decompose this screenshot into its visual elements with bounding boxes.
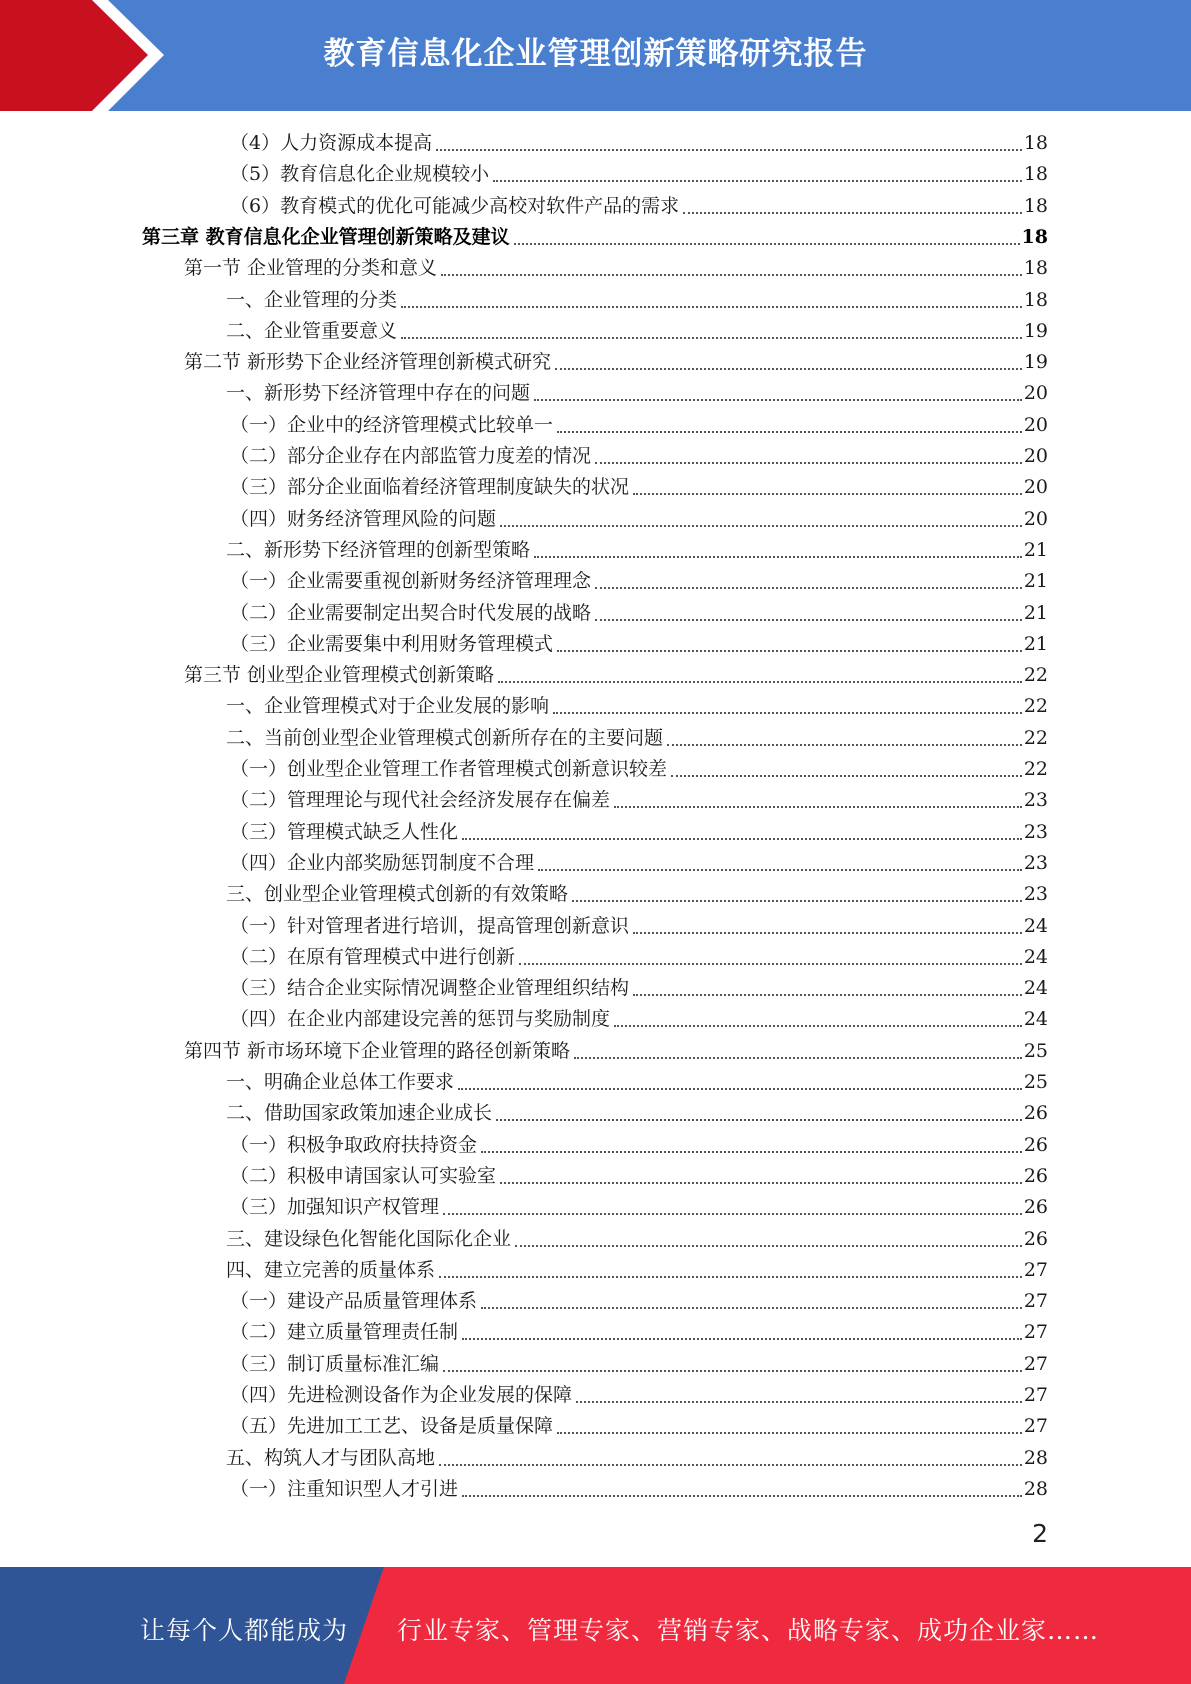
toc-dot-leader bbox=[572, 899, 1022, 902]
toc-entry-page: 22 bbox=[1023, 758, 1048, 780]
toc-entry-title: （三）管理模式缺乏人性化 bbox=[230, 820, 459, 843]
toc-dot-leader bbox=[555, 367, 1022, 370]
toc-entry-page: 18 bbox=[1023, 163, 1048, 186]
toc-dot-leader bbox=[401, 336, 1022, 339]
toc-entry-page: 18 bbox=[1023, 194, 1048, 217]
toc-entry[interactable] bbox=[226, 1067, 1048, 1098]
toc-entry-title: 一、明确企业总体工作要求 bbox=[226, 1071, 455, 1093]
toc-entry-page: 18 bbox=[1023, 132, 1048, 154]
toc-dot-leader bbox=[401, 305, 1022, 308]
toc-entry-page: 27 bbox=[1023, 1258, 1048, 1281]
toc-entry[interactable] bbox=[226, 285, 1048, 316]
toc-entry-title: （二）积极申请国家认可实验室 bbox=[230, 1164, 497, 1187]
toc-dot-leader bbox=[553, 711, 1022, 714]
toc-entry-page: 21 bbox=[1023, 632, 1048, 655]
toc-entry-title: （五）先进加工工艺、设备是质量保障 bbox=[230, 1415, 554, 1438]
toc-entry-page: 18 bbox=[1023, 257, 1048, 280]
toc-entry-page: 27 bbox=[1023, 1415, 1048, 1438]
toc-dot-leader bbox=[439, 1463, 1022, 1466]
toc-dot-leader bbox=[667, 743, 1022, 746]
toc-entry-title: （一）针对管理者进行培训，提高管理创新意识 bbox=[230, 914, 630, 937]
toc-entry-page: 25 bbox=[1023, 1039, 1048, 1062]
toc-entry[interactable] bbox=[230, 1161, 1048, 1192]
toc-dot-leader bbox=[500, 1181, 1022, 1184]
toc-entry-title: 一、新形势下经济管理中存在的问题 bbox=[226, 382, 531, 405]
toc-entry-title: 四、建立完善的质量体系 bbox=[226, 1258, 436, 1281]
toc-entry-title: （三）制订质量标准汇编 bbox=[230, 1352, 440, 1375]
toc-dot-leader bbox=[534, 555, 1022, 558]
toc-entry[interactable] bbox=[226, 316, 1048, 347]
toc-dot-leader bbox=[458, 1087, 1022, 1090]
toc-entry-title: 二、新形势下经济管理的创新型策略 bbox=[226, 538, 531, 561]
toc-entry-page: 27 bbox=[1023, 1384, 1048, 1406]
toc-entry[interactable] bbox=[184, 253, 1048, 284]
toc-entry[interactable] bbox=[226, 691, 1048, 722]
toc-entry-title: （四）先进检测设备作为企业发展的保障 bbox=[230, 1384, 573, 1406]
toc-dot-leader bbox=[595, 618, 1022, 621]
toc-entry[interactable] bbox=[230, 1317, 1048, 1348]
toc-entry-page: 26 bbox=[1023, 1164, 1048, 1187]
toc-dot-leader bbox=[534, 398, 1022, 401]
toc-entry-page: 24 bbox=[1023, 1008, 1048, 1031]
toc-entry[interactable] bbox=[230, 629, 1048, 660]
toc-entry[interactable] bbox=[142, 222, 1048, 253]
toc-entry-title: 第二节 新形势下企业经济管理创新模式研究 bbox=[184, 351, 552, 374]
toc-entry[interactable] bbox=[230, 942, 1048, 973]
toc-entry-title: 三、创业型企业管理模式创新的有效策略 bbox=[226, 883, 569, 906]
toc-dot-leader bbox=[493, 179, 1022, 182]
toc-dot-leader bbox=[538, 868, 1022, 871]
toc-entry[interactable] bbox=[230, 1349, 1048, 1380]
toc-dot-leader bbox=[481, 1306, 1022, 1309]
report-title: 教育信息化企业管理创新策略研究报告 bbox=[323, 36, 868, 72]
toc-entry-title: （二）建立质量管理责任制 bbox=[230, 1321, 459, 1344]
toc-entry-page: 27 bbox=[1023, 1290, 1048, 1313]
toc-entry-title: 第一节 企业管理的分类和意义 bbox=[184, 257, 438, 280]
toc-entry-page: 28 bbox=[1023, 1446, 1048, 1469]
toc-entry[interactable] bbox=[230, 817, 1048, 848]
toc-entry[interactable] bbox=[230, 848, 1048, 879]
toc-entry-page: 27 bbox=[1023, 1352, 1048, 1375]
toc-dot-leader bbox=[514, 242, 1020, 245]
toc-entry-title: （二）管理理论与现代社会经济发展存在偏差 bbox=[230, 789, 611, 812]
toc-entry-page: 20 bbox=[1023, 476, 1048, 499]
toc-entry-page: 26 bbox=[1023, 1227, 1048, 1250]
toc-dot-leader bbox=[515, 1244, 1022, 1247]
toc-entry-title: 一、企业管理模式对于企业发展的影响 bbox=[226, 695, 550, 718]
toc-entry-title: 第三节 创业型企业管理模式创新策略 bbox=[184, 664, 495, 687]
toc-entry[interactable] bbox=[230, 159, 1048, 190]
toc-dot-leader bbox=[441, 273, 1022, 276]
toc-dot-leader bbox=[633, 931, 1022, 934]
toc-entry[interactable] bbox=[226, 535, 1048, 566]
toc-entry-title: （6）教育模式的优化可能减少高校对软件产品的需求 bbox=[230, 194, 680, 217]
toc-entry-title: （二）在原有管理模式中进行创新 bbox=[230, 945, 516, 968]
footer-slogan-right: 行业专家、管理专家、营销专家、战略专家、成功企业家…… bbox=[397, 1616, 1100, 1645]
toc-entry-page: 19 bbox=[1023, 351, 1048, 374]
toc-dot-leader bbox=[633, 993, 1022, 996]
toc-entry-title: （二）部分企业存在内部监管力度差的情况 bbox=[230, 445, 592, 467]
toc-entry-page: 21 bbox=[1023, 570, 1048, 593]
toc-entry-page: 18 bbox=[1023, 288, 1048, 311]
toc-entry-title: （三）结合企业实际情况调整企业管理组织结构 bbox=[230, 977, 630, 1000]
toc-dot-leader bbox=[576, 1400, 1022, 1403]
toc-entry-page: 20 bbox=[1023, 413, 1048, 436]
toc-entry-page: 27 bbox=[1023, 1321, 1048, 1344]
toc-dot-leader bbox=[633, 492, 1022, 495]
toc-entry-title: 第三章 教育信息化企业管理创新策略及建议 bbox=[142, 225, 510, 248]
toc-dot-leader bbox=[557, 430, 1022, 433]
toc-entry-page: 26 bbox=[1023, 1133, 1048, 1156]
toc-entry-title: 三、建设绿色化智能化国际化企业 bbox=[226, 1227, 512, 1250]
toc-entry[interactable] bbox=[226, 1098, 1048, 1129]
toc-entry[interactable] bbox=[184, 347, 1048, 378]
toc-dot-leader bbox=[462, 837, 1022, 840]
toc-dot-leader bbox=[462, 1494, 1022, 1497]
toc-entry-page: 24 bbox=[1023, 977, 1048, 1000]
toc-entry-title: 二、当前创业型企业管理模式创新所存在的主要问题 bbox=[226, 726, 664, 749]
toc-entry-title: 二、企业管重要意义 bbox=[226, 319, 398, 342]
toc-entry-title: （四）财务经济管理风险的问题 bbox=[230, 507, 497, 530]
toc-entry[interactable] bbox=[230, 598, 1048, 629]
toc-entry[interactable] bbox=[230, 1004, 1048, 1035]
toc-entry-page: 25 bbox=[1023, 1071, 1048, 1093]
toc-entry-title: （一）企业中的经济管理模式比较单一 bbox=[230, 413, 554, 436]
toc-dot-leader bbox=[595, 586, 1022, 589]
toc-dot-leader bbox=[462, 1337, 1022, 1340]
toc-dot-leader bbox=[443, 1369, 1022, 1372]
toc-entry-page: 26 bbox=[1023, 1196, 1048, 1219]
toc-entry[interactable] bbox=[230, 785, 1048, 816]
toc-entry[interactable] bbox=[226, 378, 1048, 409]
toc-entry[interactable] bbox=[230, 128, 1048, 159]
toc-entry[interactable] bbox=[226, 723, 1048, 754]
toc-entry-title: （5）教育信息化企业规模较小 bbox=[230, 163, 490, 186]
toc-dot-leader bbox=[595, 461, 1022, 464]
toc-entry[interactable] bbox=[230, 1474, 1048, 1505]
toc-entry-page: 23 bbox=[1023, 851, 1048, 874]
toc-dot-leader bbox=[439, 1275, 1022, 1278]
toc-entry-title: 第四节 新市场环境下企业管理的路径创新策略 bbox=[184, 1039, 571, 1062]
toc-entry-page: 28 bbox=[1023, 1477, 1048, 1500]
toc-entry-page: 19 bbox=[1023, 319, 1048, 342]
toc-entry[interactable] bbox=[226, 1255, 1048, 1286]
toc-dot-leader bbox=[498, 680, 1022, 683]
toc-entry[interactable] bbox=[184, 660, 1048, 691]
toc-entry-title: （三）部分企业面临着经济管理制度缺失的状况 bbox=[230, 476, 630, 499]
toc-dot-leader bbox=[557, 1431, 1022, 1434]
toc-dot-leader bbox=[671, 774, 1022, 777]
toc-dot-leader bbox=[574, 1056, 1022, 1059]
toc-entry[interactable] bbox=[230, 911, 1048, 942]
toc-entry-page: 22 bbox=[1023, 726, 1048, 749]
toc-entry[interactable] bbox=[230, 504, 1048, 535]
toc-entry[interactable] bbox=[226, 1443, 1048, 1474]
toc-entry[interactable] bbox=[230, 410, 1048, 441]
toc-dot-leader bbox=[614, 805, 1022, 808]
toc-entry-title: （一）建设产品质量管理体系 bbox=[230, 1290, 478, 1313]
toc-entry-title: 五、构筑人才与团队高地 bbox=[226, 1446, 436, 1469]
toc-entry-title: （一）创业型企业管理工作者管理模式创新意识较差 bbox=[230, 758, 668, 780]
toc-entry[interactable] bbox=[230, 191, 1048, 222]
toc-entry[interactable] bbox=[230, 1411, 1048, 1442]
toc-entry-title: 二、借助国家政策加速企业成长 bbox=[226, 1102, 493, 1125]
toc-entry[interactable] bbox=[230, 973, 1048, 1004]
toc-entry-title: （一）注重知识型人才引进 bbox=[230, 1477, 459, 1500]
toc-entry-title: （二）企业需要制定出契合时代发展的战略 bbox=[230, 601, 592, 624]
toc-dot-leader bbox=[519, 962, 1022, 965]
toc-entry-page: 22 bbox=[1023, 695, 1048, 718]
page-footer bbox=[0, 1567, 1191, 1684]
toc-entry[interactable] bbox=[184, 1036, 1048, 1067]
toc-entry[interactable] bbox=[230, 472, 1048, 503]
toc-entry[interactable] bbox=[230, 754, 1048, 785]
toc-dot-leader bbox=[557, 649, 1022, 652]
toc-entry[interactable] bbox=[230, 441, 1048, 472]
toc-entry-page: 20 bbox=[1023, 507, 1048, 530]
toc-entry[interactable] bbox=[230, 1192, 1048, 1223]
toc-entry[interactable] bbox=[230, 1286, 1048, 1317]
toc-dot-leader bbox=[496, 1118, 1022, 1121]
toc-entry-page: 26 bbox=[1023, 1102, 1048, 1125]
toc-entry-page: 20 bbox=[1023, 445, 1048, 467]
toc-entry[interactable] bbox=[230, 566, 1048, 597]
toc-dot-leader bbox=[683, 211, 1022, 214]
toc-entry-page: 20 bbox=[1023, 382, 1048, 405]
toc-dot-leader bbox=[614, 1024, 1022, 1027]
toc-entry-page: 23 bbox=[1023, 883, 1048, 906]
toc-entry-page: 23 bbox=[1023, 820, 1048, 843]
toc-dot-leader bbox=[481, 1150, 1022, 1153]
toc-entry-page: 21 bbox=[1023, 538, 1048, 561]
toc-entry-title: 一、企业管理的分类 bbox=[226, 288, 398, 311]
toc-entry-title: （四）企业内部奖励惩罚制度不合理 bbox=[230, 851, 535, 874]
page-number: 2 bbox=[1032, 1519, 1048, 1548]
toc-dot-leader bbox=[436, 148, 1022, 151]
toc-dot-leader bbox=[443, 1212, 1022, 1215]
toc-entry-page: 21 bbox=[1023, 601, 1048, 624]
toc-entry-title: （四）在企业内部建设完善的惩罚与奖励制度 bbox=[230, 1008, 611, 1031]
toc-entry-page: 18 bbox=[1021, 225, 1048, 248]
page-header bbox=[0, 0, 1191, 111]
toc-dot-leader bbox=[500, 524, 1022, 527]
toc-entry-title: （一）企业需要重视创新财务经济管理理念 bbox=[230, 570, 592, 593]
footer-slogan-left: 让每个人都能成为 bbox=[140, 1616, 349, 1645]
toc-entry-title: （三）加强知识产权管理 bbox=[230, 1196, 440, 1219]
toc-entry[interactable] bbox=[226, 1224, 1048, 1255]
toc-entry-page: 24 bbox=[1023, 914, 1048, 937]
toc-entry-title: （一）积极争取政府扶持资金 bbox=[230, 1133, 478, 1156]
toc-entry-title: （4）人力资源成本提高 bbox=[230, 132, 433, 154]
toc-entry[interactable] bbox=[230, 1380, 1048, 1411]
toc-entry[interactable] bbox=[226, 879, 1048, 910]
toc-entry-page: 22 bbox=[1023, 664, 1048, 687]
toc-entry[interactable] bbox=[230, 1130, 1048, 1161]
toc-entry-page: 24 bbox=[1023, 945, 1048, 968]
toc-entry-title: （三）企业需要集中利用财务管理模式 bbox=[230, 632, 554, 655]
toc-entry-page: 23 bbox=[1023, 789, 1048, 812]
